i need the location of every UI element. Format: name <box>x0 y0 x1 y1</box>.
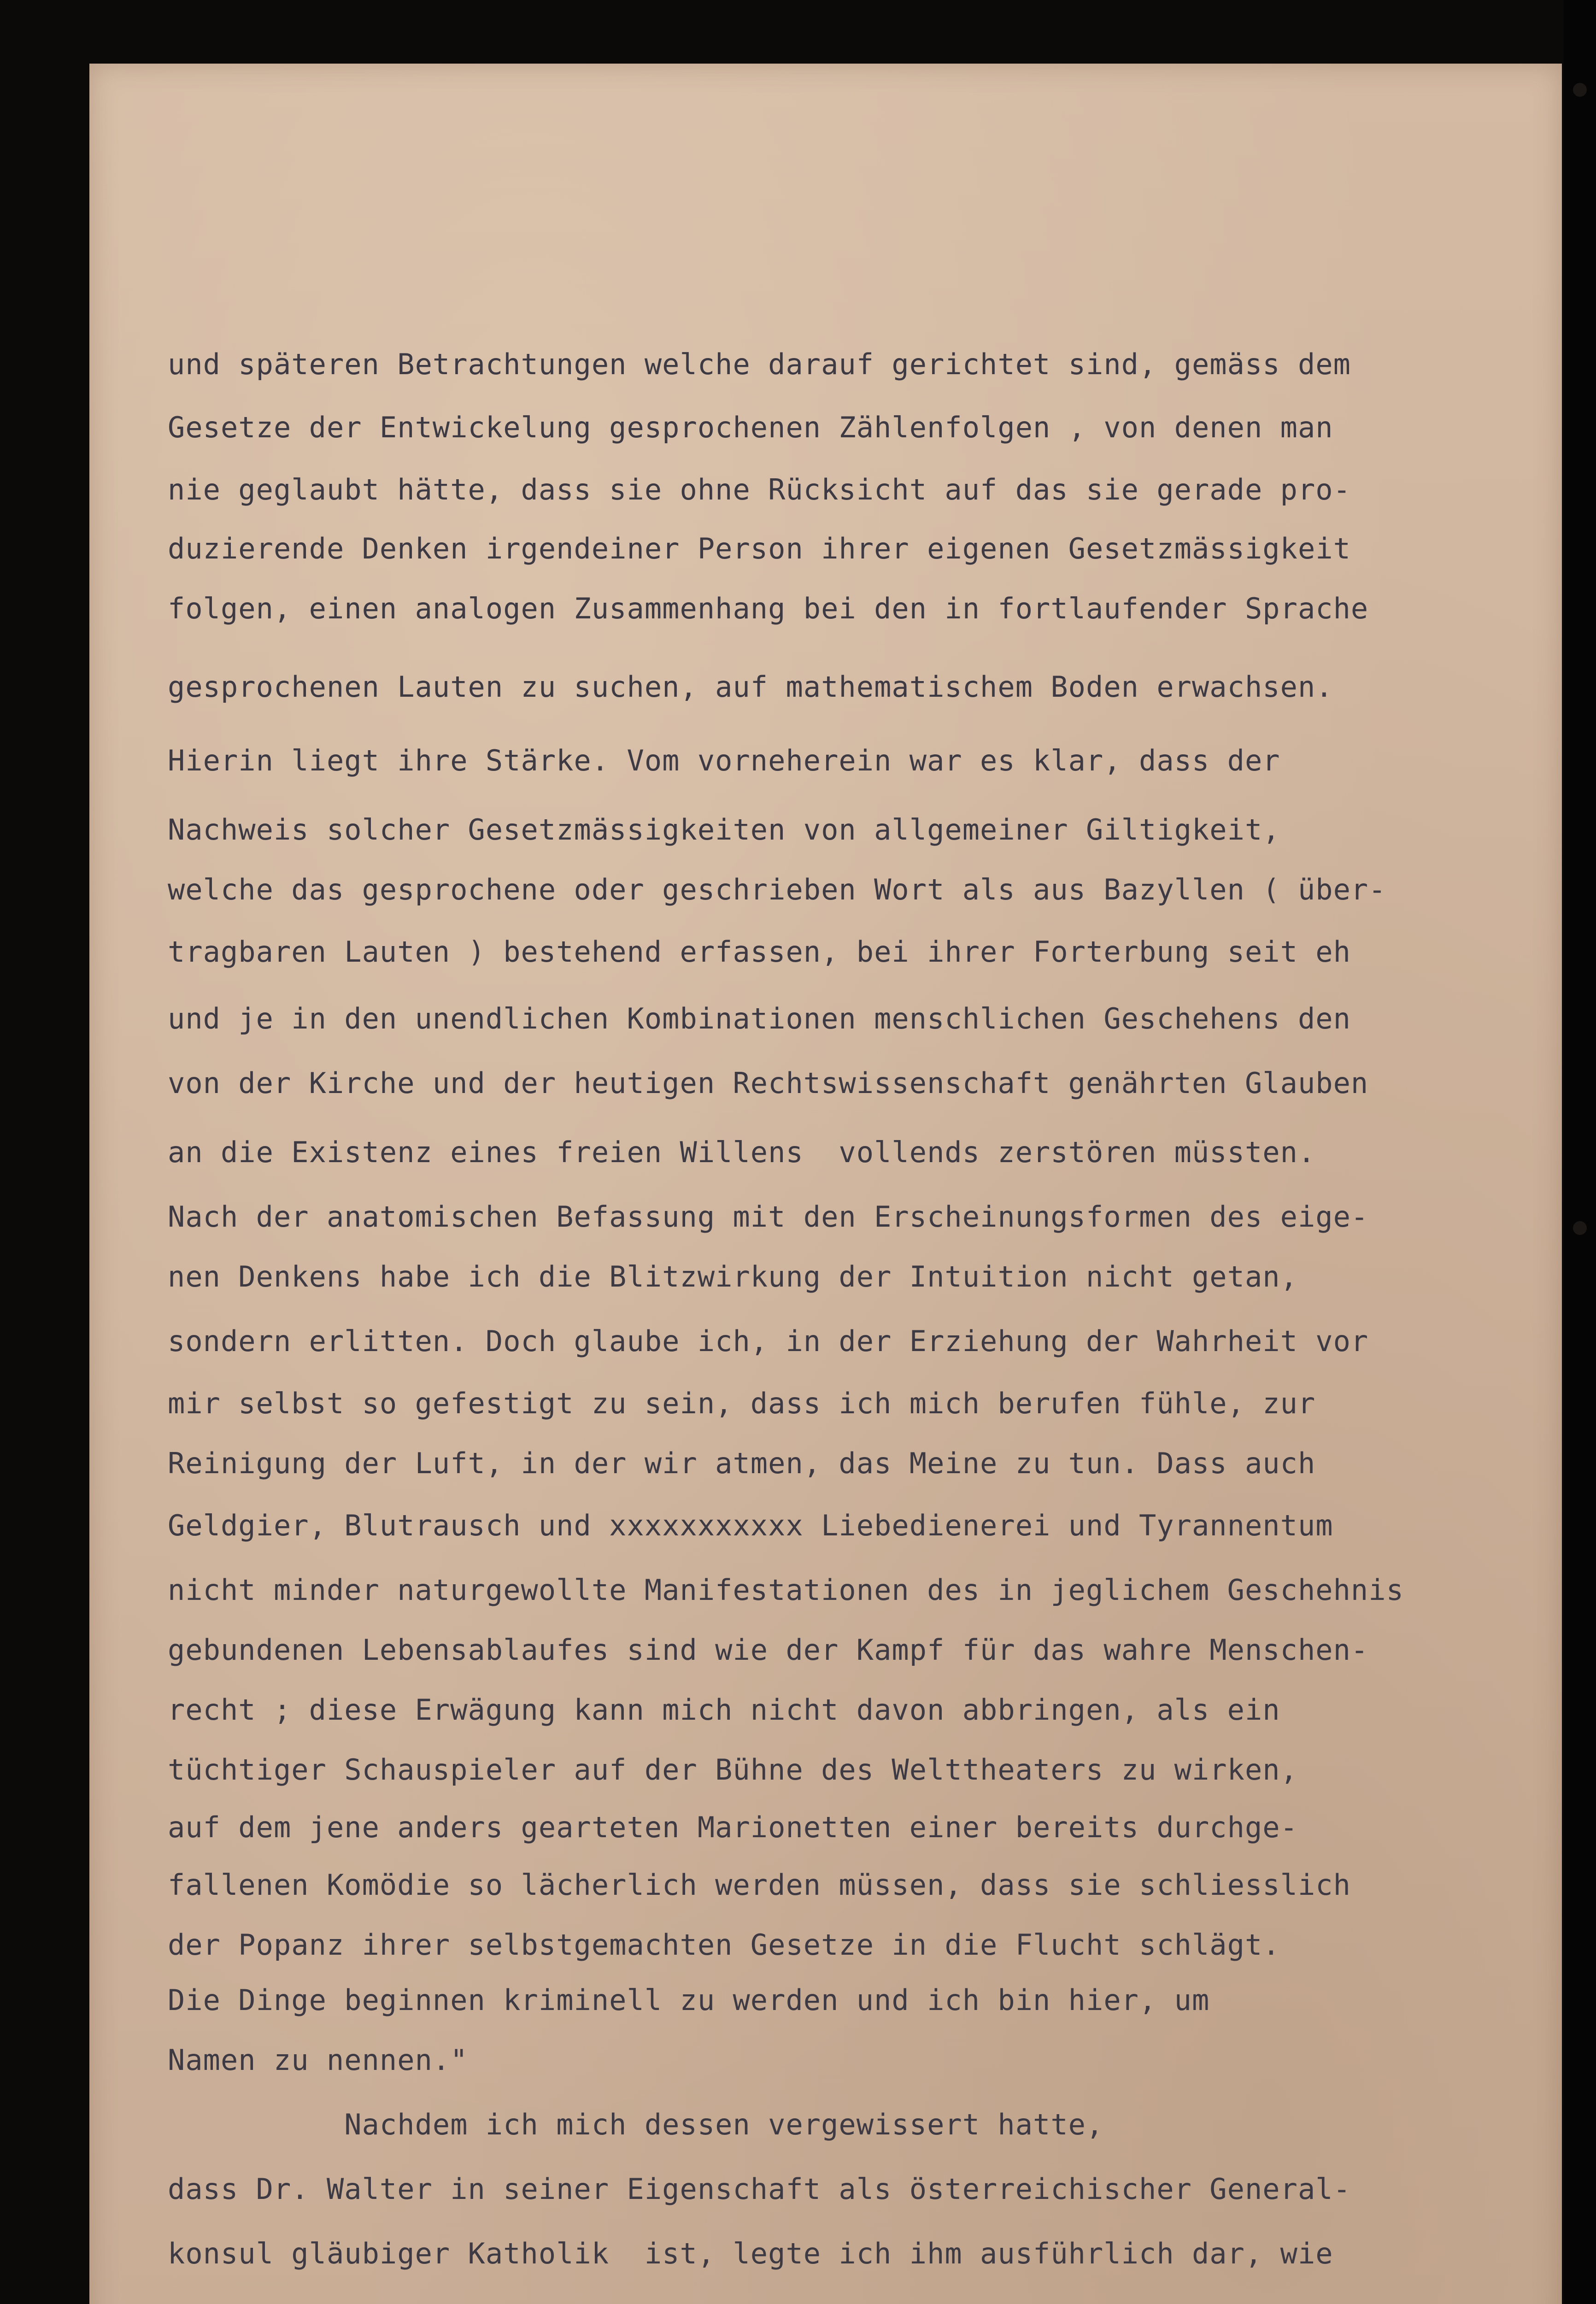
binding-hole <box>1573 83 1587 97</box>
text-line: Nachweis solcher Gesetzmässigkeiten von allgemeiner Giltigkeit, <box>168 813 1280 846</box>
text-line: nicht minder naturgewollte Manifestationen des in jeglichem Geschehnis <box>168 1573 1404 1607</box>
document-page <box>89 64 1562 2304</box>
text-line: Geldgier, Blutrausch und xxxxxxxxxxx Liebedienerei und Tyrannentum <box>168 1509 1333 1542</box>
text-line: tüchtiger Schauspieler auf der Bühne des Welttheaters zu wirken, <box>168 1753 1298 1787</box>
text-line: Hierin liegt ihre Stärke. Vom vorneherein war es klar, dass der <box>168 744 1280 777</box>
text-line: Nachdem ich mich dessen vergewissert hatte, <box>168 2108 1104 2141</box>
text-line: mir selbst so gefestigt zu sein, dass ich mich berufen fühle, zur <box>168 1387 1316 1420</box>
text-line: gebundenen Lebensablaufes sind wie der Kampf für das wahre Menschen- <box>168 1633 1369 1667</box>
text-line: recht ; diese Erwägung kann mich nicht davon abbringen, als ein <box>168 1693 1280 1727</box>
text-line: duzierende Denken irgendeiner Person ihrer eigenen Gesetzmässigkeit <box>168 532 1351 565</box>
text-line: konsul gläubiger Katholik ist, legte ich ihm ausführlich dar, wie <box>168 2237 1333 2270</box>
text-line: Nach der anatomischen Befassung mit den Erscheinungsformen des eige- <box>168 1200 1369 1234</box>
text-line: und je in den unendlichen Kombinationen menschlichen Geschehens den <box>168 1002 1351 1035</box>
text-line: tragbaren Lauten ) bestehend erfassen, bei ihrer Forterbung seit eh <box>168 935 1351 969</box>
text-line: auf dem jene anders gearteten Marionetten einer bereits durchge- <box>168 1810 1298 1844</box>
text-line: Die Dinge beginnen kriminell zu werden und ich bin hier, um <box>168 1983 1210 2017</box>
text-line: nen Denkens habe ich die Blitzwirkung der Intuition nicht getan, <box>168 1260 1298 1293</box>
text-line: Reinigung der Luft, in der wir atmen, das Meine zu tun. Dass auch <box>168 1446 1316 1480</box>
text-line: gesprochenen Lauten zu suchen, auf mathematischem Boden erwachsen. <box>168 670 1333 704</box>
text-line: welche das gesprochene oder geschrieben Wort als aus Bazyllen ( über- <box>168 873 1386 906</box>
text-line: nie geglaubt hätte, dass sie ohne Rücksicht auf das sie gerade pro- <box>168 473 1351 506</box>
text-line: dass Dr. Walter in seiner Eigenschaft als österreichischer General- <box>168 2172 1351 2206</box>
binding-hole <box>1573 1221 1587 1235</box>
text-line: und späteren Betrachtungen welche darauf gerichtet sind, gemäss dem <box>168 347 1351 381</box>
text-line: an die Existenz eines freien Willens vollends zerstören müssten. <box>168 1135 1316 1169</box>
binding-edge <box>1564 0 1596 2304</box>
text-line: fallenen Komödie so lächerlich werden müssen, dass sie schliesslich <box>168 1868 1351 1902</box>
text-line: folgen, einen analogen Zusammenhang bei den in fortlaufender Sprache <box>168 592 1369 625</box>
text-line: von der Kirche und der heutigen Rechtswissenschaft genährten Glauben <box>168 1066 1369 1100</box>
text-line: der Popanz ihrer selbstgemachten Gesetze in die Flucht schlägt. <box>168 1928 1280 1962</box>
text-line: Gesetze der Entwickelung gesprochenen Zählenfolgen , von denen man <box>168 411 1333 444</box>
text-line: Namen zu nennen." <box>168 2043 468 2077</box>
text-line: sondern erlitten. Doch glaube ich, in der Erziehung der Wahrheit vor <box>168 1324 1369 1358</box>
